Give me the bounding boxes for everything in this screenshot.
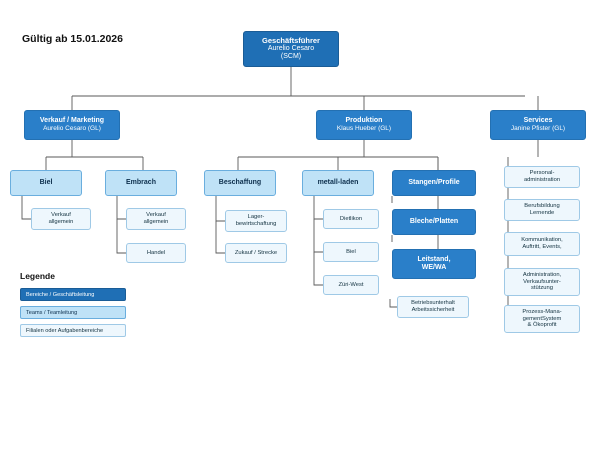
node-verkauf-allgemein-embrach[interactable] (126, 208, 186, 230)
node-biel-laden[interactable] (323, 242, 379, 262)
node-sub1: Lernende (529, 210, 555, 216)
node-title: Biel (39, 178, 53, 186)
node-stangen-profile[interactable] (392, 170, 476, 196)
node-title: Leitstand, (417, 255, 451, 263)
node-title: Bleche/Platten (409, 217, 459, 225)
node-lagerbewirtschaftung[interactable] (225, 210, 287, 232)
node-handel[interactable] (126, 243, 186, 263)
node-dietlikon[interactable] (323, 209, 379, 229)
node-title: Betriebsunterhalt (411, 300, 455, 307)
node-verkauf-allgemein-biel[interactable] (31, 208, 91, 230)
node-title: Embrach (126, 178, 156, 186)
node-sub1: Aurelio Cesaro (GL) (43, 125, 101, 133)
node-title: Administration, (522, 272, 562, 279)
node-betriebsunterhalt[interactable] (397, 296, 469, 318)
node-sub2: (SCM) (280, 53, 302, 61)
node-leitstand-we-wa[interactable] (392, 249, 476, 279)
legend-item-teams (20, 306, 126, 319)
node-title: Personal- (529, 170, 555, 177)
node-geschaeftsfuehrer[interactable] (243, 31, 339, 67)
legend-item-bereiche (20, 288, 126, 301)
node-sub1: bewirtschaftung (235, 221, 277, 227)
legend-item-label: Teams / Teamleitung (26, 309, 78, 316)
node-sub2: & Ökoprofit (527, 322, 557, 329)
node-title: Dietlikon (339, 215, 363, 222)
node-title: Verkauf (146, 212, 166, 219)
node-sub1: administration (523, 177, 561, 183)
node-sub1: Verkaufsunter- (523, 278, 561, 285)
node-zueri-west[interactable] (323, 275, 379, 295)
node-title: Verkauf / Marketing (39, 117, 105, 125)
node-produktion[interactable] (316, 110, 412, 140)
node-embrach[interactable] (105, 170, 177, 196)
node-bleche-platten[interactable] (392, 209, 476, 235)
node-title: metall-laden (317, 178, 359, 186)
node-beschaffung[interactable] (204, 170, 276, 196)
legend-title: Legende (20, 271, 55, 281)
node-berufsbildung[interactable] (504, 199, 580, 221)
node-title: Prozess-Mana- (522, 309, 562, 316)
node-title: Berufsbildung (524, 203, 560, 210)
node-kommunikation[interactable] (504, 232, 580, 256)
node-sub1: allgemein (48, 219, 74, 225)
node-verkauf-marketing[interactable] (24, 110, 120, 140)
node-sub1: Janine Pfister (GL) (510, 125, 566, 133)
node-sub1: Aurelio Cesaro (267, 45, 315, 53)
node-sub1: WE/WA (421, 264, 447, 271)
node-title: Lager- (247, 214, 265, 221)
legend-item-label: Bereiche / Geschäftsleitung (26, 291, 95, 298)
node-title: Produktion (345, 117, 383, 125)
node-sub2: stützung (531, 285, 553, 292)
node-title: Geschäftsführer (262, 35, 320, 45)
node-sub1: Auftritt, Events, (522, 244, 562, 250)
node-sub1: Arbeitssicherheit (411, 307, 455, 313)
node-title: Services (523, 117, 553, 125)
node-title: Züri-West (338, 281, 364, 288)
node-administration-verkaufsunterstuetzung[interactable] (504, 268, 580, 296)
node-prozessmanagement-oekoprofit[interactable] (504, 305, 580, 333)
node-title: Kommunikation, (521, 237, 563, 244)
node-title: Zukauf / Strecke (234, 249, 278, 256)
legend-item-filialen (20, 324, 126, 337)
node-zukauf-strecke[interactable] (225, 243, 287, 263)
node-title: Verkauf (51, 212, 71, 219)
node-metall-laden[interactable] (302, 170, 374, 196)
node-title: Beschaffung (218, 178, 262, 186)
node-sub1: allgemein (143, 219, 169, 225)
node-title: Biel (346, 248, 356, 255)
valid-from-label: Gültig ab 15.01.2026 (22, 33, 123, 45)
node-personaladministration[interactable] (504, 166, 580, 188)
node-biel-filiale[interactable] (10, 170, 82, 196)
node-services[interactable] (490, 110, 586, 140)
node-sub1: Klaus Hueber (GL) (336, 125, 392, 133)
node-title: Stangen/Profile (408, 178, 460, 186)
legend-item-label: Filialen oder Aufgabenbereiche (26, 327, 104, 334)
node-sub1: gementSystem (522, 315, 562, 322)
node-title: Handel (146, 249, 166, 256)
